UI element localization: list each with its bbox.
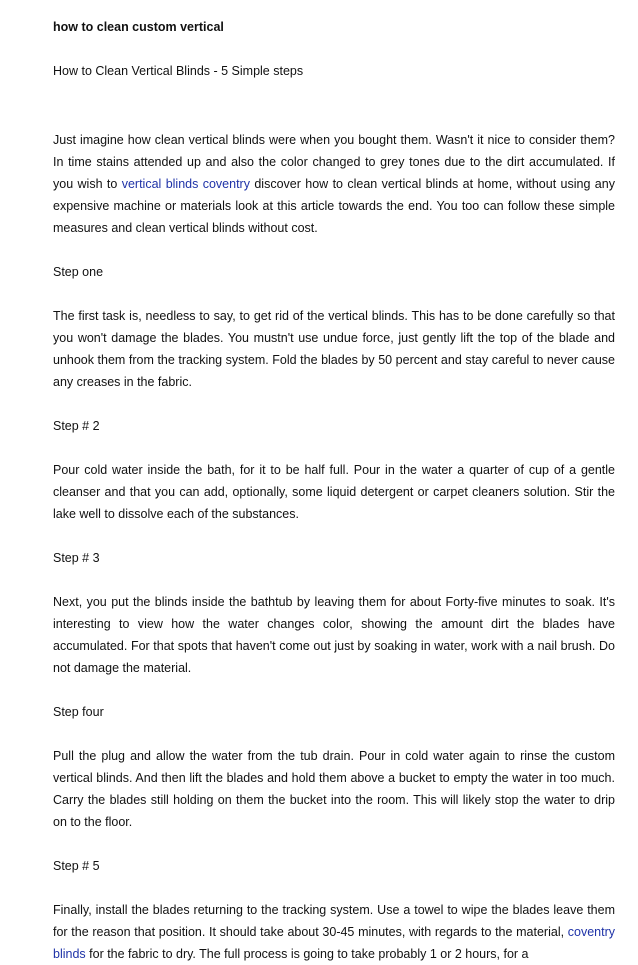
intro-paragraph [53, 129, 615, 239]
step-5-text-start: Finally, install the blades returning to the tracking system. Use a towel to wipe the blades leave them for the reason that position. It should take about 30-45 minutes, with regards to the material, [53, 903, 615, 939]
step-3-text: Next, you put the blinds inside the bathtub by leaving them for about Forty-five minutes to soak. It's interesting to view how the water changes color, showing the amount dirt the blades have accumulated. For that spots that haven't come out just by soaking in water, work with a nail brush. Do not damage the material. [53, 595, 615, 675]
step-4-heading: Step four [53, 705, 104, 719]
step-5-text [53, 899, 615, 965]
step-2-heading: Step # 2 [53, 419, 100, 433]
document-title: how to clean custom vertical [53, 20, 224, 34]
step-1-heading: Step one [53, 265, 104, 279]
vertical-blinds-coventry-link[interactable]: vertical blinds coventry [121, 177, 250, 191]
step-5-heading: Step # 5 [53, 859, 100, 873]
document-body [53, 129, 615, 965]
step-5-text-end: for the fabric to dry. The full process is going to take probably 1 or 2 hours, for a [85, 947, 529, 961]
step-1-text: The first task is, needless to say, to get rid of the vertical blinds. This has to be done carefully so that you won't damage the blades. You mustn't use undue force, just gently lift the top of the blade and unhook them from the tracking system. Fold the blades by 50 percent and stay careful to never cause any creases in the fabric. [53, 309, 615, 389]
coventry-blinds-link[interactable]: coventry blinds [53, 925, 615, 961]
step-2-text: Pour cold water inside the bath, for it to be half full. Pour in the water a quarter of cup of a gentle cleanser and that you can add, optionally, some liquid detergent or carpet cleaners solution. Stir the lake well to dissolve each of the substances. [53, 463, 615, 521]
step-3-heading: Step # 3 [53, 551, 100, 565]
step-4-text: Pull the plug and allow the water from the tub drain. Pour in cold water again to rinse the custom vertical blinds. And then lift the blades and hold them above a bucket to empty the water in too much. Carry the blades still holding on them the bucket into the room. This will likely stop the water to drip on to the floor. [53, 749, 615, 829]
intro-text-start: Just imagine how clean vertical blinds were when you bought them. Wasn't it nice to consider them? In time stains attended up and also the color changed to grey tones due to the dirt accumulated. If you wish to [53, 133, 615, 191]
document-subtitle: How to Clean Vertical Blinds - 5 Simple steps [53, 64, 304, 78]
intro-text-end: discover how to clean vertical blinds at home, without using any expensive machine or materials look at this article towards the end. You too can follow these simple measures and clean vertical blinds without cost. [53, 177, 615, 235]
